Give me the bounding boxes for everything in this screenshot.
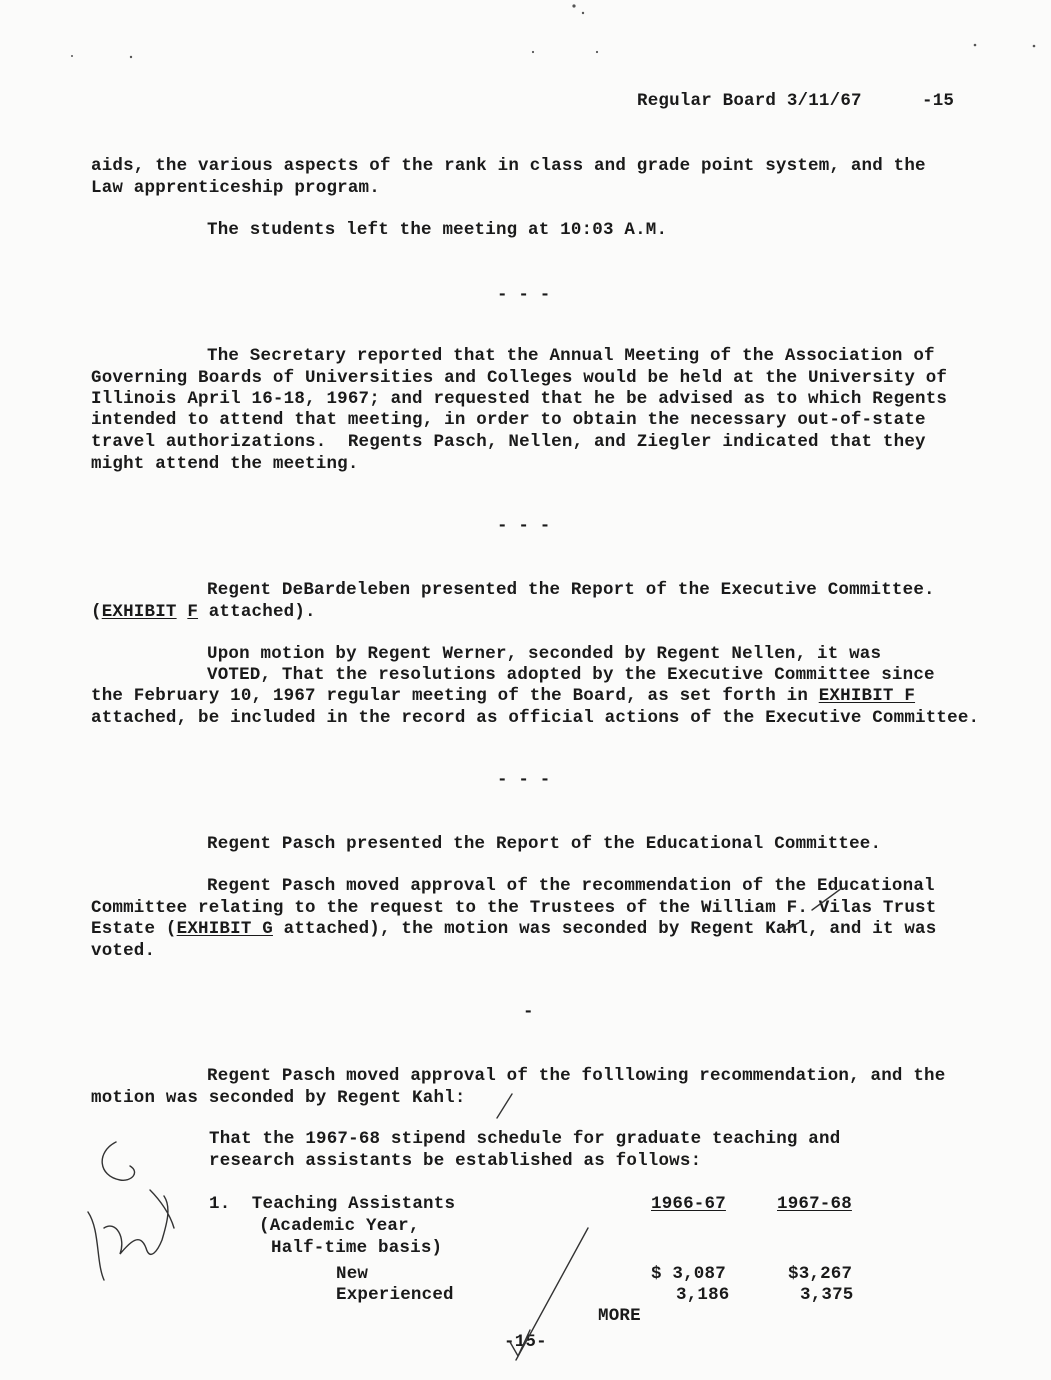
paragraph-line: Regent Pasch moved approval of the folllowing recommendation, and the bbox=[207, 1066, 946, 1086]
paragraph-line: the February 10, 1967 regular meeting of the Board, as set forth in EXHIBIT F bbox=[91, 686, 916, 706]
paragraph-line: Regent DeBardeleben presented the Report of the Executive Committee. bbox=[207, 580, 935, 600]
table-cell: 3,186 bbox=[676, 1285, 730, 1305]
exhibit-reference: EXHIBIT F bbox=[818, 686, 916, 706]
paragraph-line: Upon motion by Regent Werner, seconded by Regent Nellen, it was bbox=[207, 644, 882, 664]
table-item-label: 1. Teaching Assistants bbox=[209, 1194, 456, 1214]
table-item-sublabel: (Academic Year, bbox=[259, 1216, 420, 1236]
paragraph-line: attached, be included in the record as official actions of the Executive Committee. bbox=[91, 708, 980, 728]
paragraph-line: travel authorizations. Regents Pasch, Nellen, and Ziegler indicated that they bbox=[91, 432, 926, 452]
table-cell: 3,375 bbox=[800, 1285, 854, 1305]
paragraph-line: The Secretary reported that the Annual Meeting of the Association of bbox=[207, 346, 935, 366]
table-column-header: 1966-67 bbox=[651, 1194, 726, 1214]
paragraph-line: Regent Pasch moved approval of the recommendation of the Educational bbox=[207, 876, 935, 896]
paragraph-line: (EXHIBIT F attached). bbox=[91, 602, 316, 622]
continuation-marker: MORE bbox=[598, 1306, 641, 1326]
table-column-header: 1967-68 bbox=[777, 1194, 852, 1214]
section-separator: - - - bbox=[497, 770, 551, 790]
paragraph-line: intended to attend that meeting, in order to obtain the necessary out-of-state bbox=[91, 410, 926, 430]
table-row-label: New bbox=[336, 1264, 369, 1284]
exhibit-letter: F bbox=[187, 602, 199, 622]
exhibit-reference: EXHIBIT bbox=[101, 602, 177, 622]
paragraph-line: Committee relating to the request to the Trustees of the William F. Vilas Trust bbox=[91, 898, 937, 918]
footer-page-number: -15- bbox=[504, 1332, 547, 1352]
paragraph-line: The students left the meeting at 10:03 A.M. bbox=[207, 220, 668, 240]
table-cell: $3,267 bbox=[788, 1264, 853, 1284]
paragraph-line: motion was seconded by Regent Kahl: bbox=[91, 1088, 466, 1108]
paragraph-line: aids, the various aspects of the rank in class and grade point system, and the bbox=[91, 156, 926, 176]
paragraph-line: Regent Pasch presented the Report of the Educational Committee. bbox=[207, 834, 882, 854]
paragraph-line: Governing Boards of Universities and Colleges would be held at the University of bbox=[91, 368, 948, 388]
paragraph-line: Illinois April 16-18, 1967; and requested that he be advised as to which Regents bbox=[91, 389, 948, 409]
section-separator: - bbox=[523, 1002, 534, 1022]
header-title: Regular Board 3/11/67 bbox=[637, 91, 862, 111]
paragraph-line: research assistants be established as follows: bbox=[209, 1151, 702, 1171]
paragraph-line: Estate (EXHIBIT G attached), the motion was seconded by Regent Kahl, and it was bbox=[91, 919, 937, 939]
paragraph-line: That the 1967-68 stipend schedule for graduate teaching and bbox=[209, 1129, 841, 1149]
exhibit-reference: EXHIBIT G bbox=[176, 919, 273, 939]
section-separator: - - - bbox=[497, 285, 551, 305]
table-item-sublabel: Half-time basis) bbox=[271, 1238, 443, 1258]
table-row-label: Experienced bbox=[336, 1285, 454, 1305]
section-separator: - - - bbox=[497, 516, 551, 536]
table-cell: $ 3,087 bbox=[651, 1264, 726, 1284]
paragraph-line: VOTED, That the resolutions adopted by the Executive Committee since bbox=[207, 665, 935, 685]
paragraph-line: voted. bbox=[91, 941, 156, 961]
header-page-number: -15 bbox=[922, 91, 955, 111]
paragraph-line: might attend the meeting. bbox=[91, 454, 359, 474]
paragraph-line: Law apprenticeship program. bbox=[91, 178, 380, 198]
